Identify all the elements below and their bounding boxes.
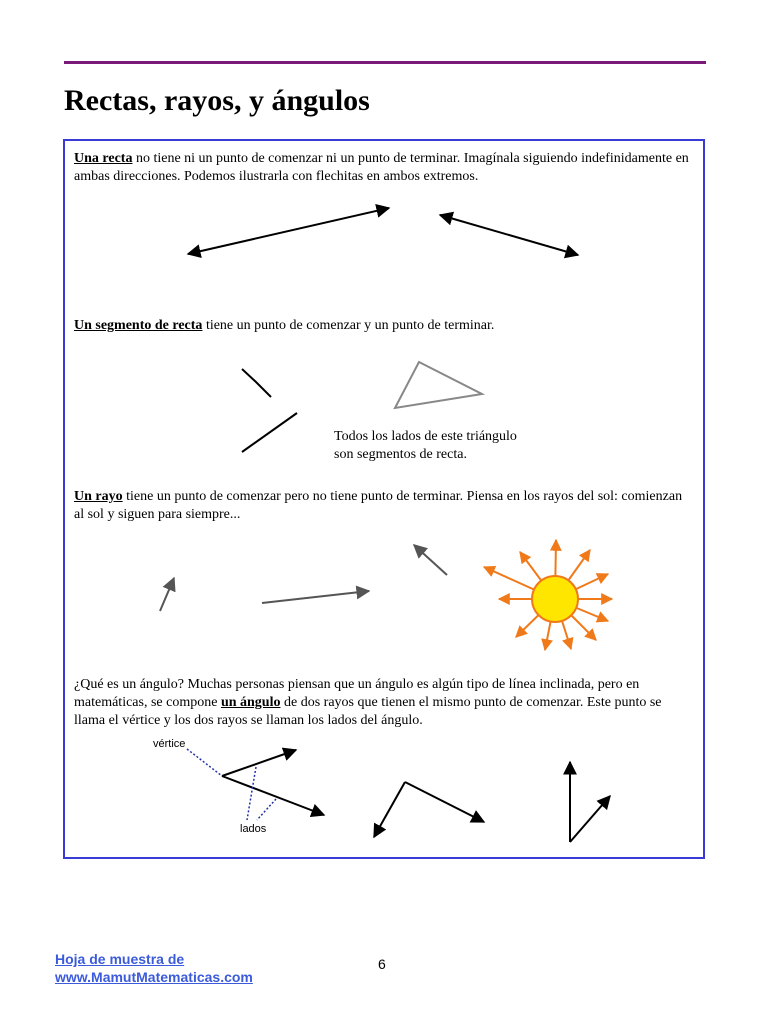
angulo-text-after: de dos rayos que tienen el mismo punto de comenzar. Este punto se llama el vértice y los dos rayos se llaman los lados del ángulo. bbox=[74, 695, 662, 728]
triangle bbox=[395, 362, 482, 408]
labeled-angle bbox=[153, 738, 324, 835]
segmento-term: Un segmento de recta bbox=[74, 318, 203, 333]
segmento-text: tiene un punto de comenzar y un punto de terminar. bbox=[202, 318, 495, 333]
ray-2 bbox=[262, 591, 369, 603]
vertex-label: vértice bbox=[153, 738, 186, 750]
recta-line-2 bbox=[440, 215, 578, 255]
sides-label: lados bbox=[240, 823, 267, 835]
page-title: Rectas, rayos, y ángulos bbox=[64, 84, 370, 117]
recta-term: Una recta bbox=[74, 151, 133, 166]
ray-3 bbox=[414, 545, 447, 575]
rayo-text: tiene un punto de comenzar pero no tiene punto de terminar. Piensa en los rayos del sol: comienzan al sol y siguen para siempre... bbox=[74, 489, 683, 522]
ray-1 bbox=[160, 578, 174, 611]
recta-line-1 bbox=[188, 208, 389, 254]
footer-link[interactable] bbox=[55, 950, 253, 986]
angulo-term: un ángulo bbox=[220, 695, 281, 710]
footer-link-line-1[interactable]: Hoja de muestra de bbox=[55, 951, 185, 967]
angle-3 bbox=[570, 762, 610, 842]
footer-link-line-2[interactable]: www.MamutMatematicas.com bbox=[55, 969, 253, 985]
recta-text: no tiene ni un punto de comenzar ni un punto de terminar. Imagínala siguiendo indefinidamente en ambas direcciones. Podemos ilustrarla con flechitas en ambos extremos. bbox=[74, 151, 689, 184]
page-number: 6 bbox=[378, 956, 386, 972]
rayo-term: Un rayo bbox=[74, 489, 123, 504]
caption-line-1: Todos los lados de este triángulo bbox=[334, 429, 517, 444]
segment-2 bbox=[242, 413, 297, 452]
angle-2 bbox=[374, 782, 484, 837]
angulo-text-before: ¿Qué es un ángulo? Muchas personas piensan que un ángulo es algún tipo de línea inclinada, pero en matemáticas, se compone bbox=[74, 677, 640, 710]
sun-icon bbox=[484, 540, 612, 650]
segment-1 bbox=[242, 369, 271, 397]
caption-line-2: son segmentos de recta. bbox=[334, 447, 467, 462]
